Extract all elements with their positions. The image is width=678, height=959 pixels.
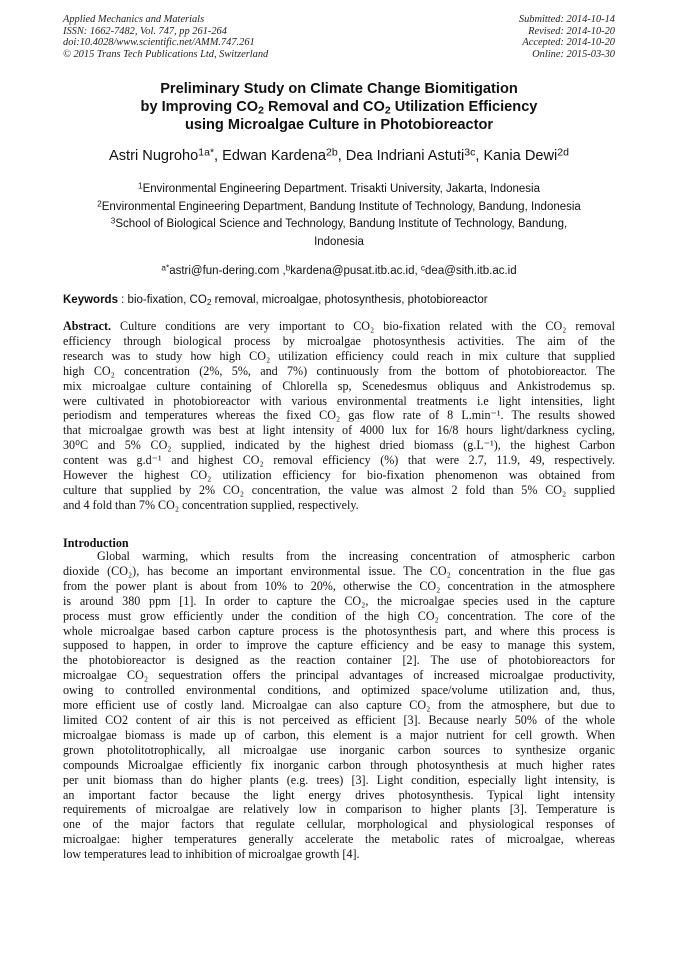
keywords-label: Keywords <box>63 294 118 306</box>
intro-line: is around 380 ppm [1]. In order to capture the CO₂, the microalgae species used in the capture <box>63 593 615 608</box>
author-list: Astri Nugroho$^{1a*}$, Edwan Kardena$^{2b}$, Dea Indriani Astuti$^{3c}$, Kania Dewi$^{2d}$ <box>109 146 569 164</box>
intro-line: grown photolitotrophically, all microalgae use inorganic carbon sources to synthesize organic <box>63 742 615 757</box>
intro-line: one of the major factors that regulate cellular, morphological and physiological responses of <box>63 817 615 832</box>
intro-line: compounds Microalgae efficiently fix inorganic carbon through photosynthesis at much higher rates <box>63 757 615 772</box>
journal-name: Applied Mechanics and Materials <box>63 14 205 25</box>
title-line-3: using Microalgae Culture in Photobioreactor <box>184 117 494 133</box>
abstract-line: and 4 fold than 7% CO₂ concentration supplied, respectively. <box>63 497 359 512</box>
abstract-line: 30⁰C and 5% CO₂ supplied, indicated by the highest dried biomass (g.L⁻¹), the highest Carbon <box>63 438 615 453</box>
intro-line: process must grow efficiently under the condition of the high CO₂ concentration. The core of the <box>63 608 615 623</box>
abstract-line: culture that supplied by 2% CO₂ concentration, the value was almost 2 fold than 5% CO₂ supplied <box>63 482 615 497</box>
keywords: Keywords : bio-fixation, $CO_2$ removal, microalgae, photosynthesis, photobioreactor <box>63 294 488 308</box>
affiliation: $^1$Environmental Engineering Department. Trisakti University, Jakarta, Indonesia <box>138 181 540 195</box>
author-name: Edwan Kardena <box>222 148 326 164</box>
affiliation: $^2$Environmental Engineering Department, Bandung Institute of Technology, Bandung, Indonesia <box>97 198 581 213</box>
intro-line: low temperatures lead to inhibition of microalgae growth [4]. <box>63 847 360 862</box>
intro-line: dioxide (CO₂), has become an important environmental issue. The CO₂ concentration in the flue gas <box>63 563 615 578</box>
author-name: Astri Nugroho <box>109 148 199 164</box>
paper-title <box>40 80 638 134</box>
introduction-body <box>63 549 615 862</box>
affiliation: Indonesia <box>314 235 364 248</box>
abstract-line: However the highest CO₂ utilization efficiency for bio-fixation phenomenon was obtained from <box>63 468 615 483</box>
accepted-date: Accepted: 2014-10-20 <box>522 37 615 49</box>
intro-line: per unit biomass than do higher plants (e.g. trees) [3]. Light condition, especially light intensity, is <box>63 772 615 787</box>
abstract <box>63 319 615 513</box>
author-emails: $^{a*}$astri@fun-dering.com ,$^b$kardena@pusat.itb.ac.id, $^c$dea@sith.itb.ac.id <box>161 263 517 277</box>
abstract-line: high CO₂ concentration (2%, 5%, and 7%) continuously from the bottom of photobioreactor. The <box>63 363 615 378</box>
revised-date: Revised: 2014-10-20 <box>528 25 615 37</box>
intro-line: an important factor because the light energy drives photosynthesis. Typical light intensity <box>63 787 615 802</box>
abstract-line: mix microalgae culture containing of Chlorella sp, Scenedesmus obliquus and Ankistrodemus sp. <box>63 378 615 393</box>
affiliation: $^3$School of Biological Science and Technology, Bandung Institute of Technology, Bandung, <box>110 216 568 230</box>
abstract-line: were cultivated in photobioreactor with various environmental treatments i.e light intensities, light <box>63 393 615 408</box>
journal-doi[interactable]: doi:10.4028/www.scientific.net/AMM.747.261 <box>63 37 255 49</box>
intro-line: microalgae biomass is made up of carbon, this element is a major nutrient for cell growth. When <box>63 727 615 742</box>
intro-line: whole microalgae based carbon capture process is the photosynthesis part, and where this process is <box>63 623 615 638</box>
intro-line: Global warming, which results from the increasing concentration of atmospheric carbon <box>97 549 615 563</box>
section-heading-introduction: Introduction <box>63 536 129 550</box>
title-line-1: Preliminary Study on Climate Change Biomitigation <box>160 81 518 97</box>
intro-line: from the power plant is about from 10% to 20%, otherwise the CO₂ concentration in the atmosphere <box>63 578 615 593</box>
abstract-line: research was to study how high CO₂ utilization efficiency could reach in mix culture that supplied <box>63 348 615 363</box>
author-name: Dea Indriani Astuti <box>345 148 465 164</box>
intro-line: owing to controlled environmental conditions, and optimized space/volume utilization and, thus, <box>63 683 615 698</box>
intro-line: more efficient use of costly land. Microalgae can also capture CO₂ from the atmosphere, but due to <box>63 698 615 713</box>
intro-line: microalgae: higher temperatures generally accelerate the metabolic rates of microalgae, whereas <box>63 832 615 847</box>
intro-line: microalgae CO₂ sequestration offers the principal advantages of increased microalgae productivity, <box>63 668 615 683</box>
journal-issn: ISSN: 1662-7482, Vol. 747, pp 261-264 <box>63 25 227 37</box>
submitted-date: Submitted: 2014-10-14 <box>518 14 615 25</box>
email-link[interactable]: dea@sith.itb.ac.id <box>425 265 517 277</box>
journal-copyright: © 2015 Trans Tech Publications Ltd, Switzerland <box>63 48 269 60</box>
abstract-line: that microalgae growth was best at light intensity of 4000 lux for 16/8 hours light/darkness cycling, <box>63 423 615 438</box>
title-line-2: by Improving $CO_2$ Removal and $CO_2$ Utilization Efficiency <box>140 99 538 117</box>
abstract-label: Abstract. <box>63 319 112 333</box>
email-link[interactable]: kardena@pusat.itb.ac.id <box>290 265 415 277</box>
abstract-line: Abstract. Culture conditions are very important to CO₂ bio-fixation related with the CO₂ removal <box>63 319 615 333</box>
intro-line: supposed to happen, in order to improve the capture efficiency and be easy to manage this system, <box>63 638 615 653</box>
abstract-line: content was g.d⁻¹ and highest CO₂ removal efficiency (%) that were 2.7, 11.9, 49, respectively. <box>63 453 615 468</box>
journal-info <box>63 14 268 60</box>
abstract-line: efficiency through biological process by microalgae photosynthesis activities. The aim of the <box>63 333 615 348</box>
intro-line: the photobioreactor is designed as the reaction container [2]. The use of photobioreactors for <box>63 653 615 668</box>
intro-line: limited CO2 content of air this is not perceived as efficient [3]. Because nearly 50% of the whole <box>63 712 615 727</box>
author-name: Kania Dewi <box>483 148 558 164</box>
affiliations <box>60 181 618 251</box>
publication-dates <box>519 14 615 60</box>
online-date: Online: 2015-03-30 <box>532 48 615 60</box>
abstract-line: periodism and temperatures whereas the fixed CO₂ gas flow rate of 8 L.min⁻¹. The results showed <box>63 408 615 423</box>
intro-line: requirements of microalgae are relatively low in comparison to higher plants [3]. Temperature is <box>63 802 615 817</box>
email-link[interactable]: astri@fun-dering.com <box>169 265 280 277</box>
